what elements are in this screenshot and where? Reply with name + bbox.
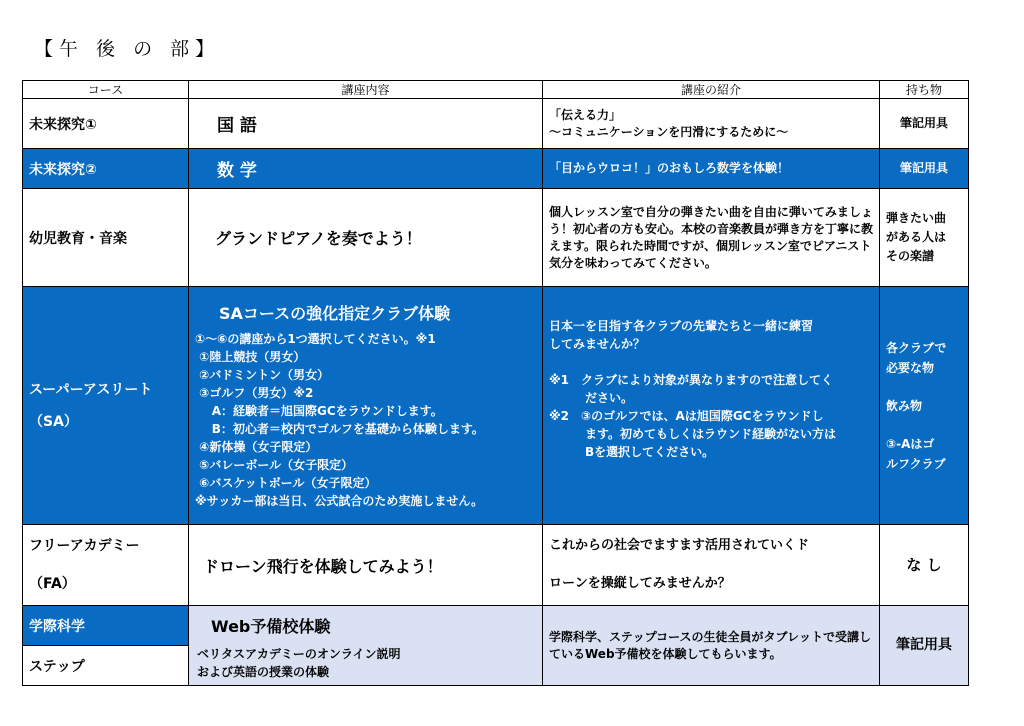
intro-line: ※2 ③のゴルフでは、Aは旭国際GCをラウンドし [549,409,824,423]
course-cell [23,287,189,525]
course-line: （SA） [29,413,78,430]
course-cell: 未来探究② [23,149,189,189]
intro-line: ローンを操縦してみませんか？ [549,576,731,591]
content-line: ⑤バレーボール（女子限定） [195,458,354,472]
content-title: Web予備校体験 [211,617,331,636]
content-line: ④新体操（女子限定） [195,440,318,454]
schedule-table [22,80,969,686]
table-row [23,189,969,287]
course-cell: 幼児教育・音楽 [23,189,189,287]
header-course: コース [23,81,189,99]
content-cell [189,189,543,287]
content-line: ⑥バスケットボール（女子限定） [195,476,377,490]
content-line: ①～⑥の講座から1つ選択してください。※1 [195,332,436,346]
items-line: 必要な物 [886,360,935,375]
content-line: ※サッカー部は当日、公式試合のため実施しません。 [195,494,484,508]
content-line: ②バドミントン（男女） [195,368,330,382]
course-cell [23,525,189,606]
header-content: 講座内容 [189,81,543,99]
content-title: 数 学 [217,161,257,181]
course-cell: ステップ [23,646,189,686]
intro-cell [543,287,880,525]
intro-line: ※1 クラブにより対象が異なりますので注意してく [549,373,834,387]
items-line: 弾きたい曲 [886,211,947,225]
content-line: および英語の授業の体験 [197,665,330,679]
course-cell: 未来探究① [23,99,189,149]
intro-cell [543,99,880,149]
intro-line: 「伝える力」 [549,107,622,122]
content-title: グランドピアノを奏でよう！ [215,229,422,248]
intro-line: ～コミュニケーションを円滑にするために～ [549,124,789,139]
course-line: スーパーアスリート [29,381,153,398]
items-line: 各クラブで [886,340,947,355]
items-line [886,378,968,396]
table-row [23,525,969,606]
intro-line: Bを選択してください。 [549,445,715,459]
header-intro: 講座の紹介 [543,81,880,99]
items-line: がある人は [886,230,947,244]
intro-cell: 学際科学、ステップコースの生徒全員がタブレットで受講しているWeb予備校を体験してもらいます。 [543,606,880,686]
content-cell [189,149,543,189]
content-cell [189,99,543,149]
intro-line: これからの社会でますます活用されていくド [549,538,810,553]
items-line: ルフクラブ [886,456,946,471]
table-row [23,99,969,149]
content-cell [189,525,543,606]
content-line: ①陸上競技（男女） [195,350,306,364]
intro-line: ださい。 [549,391,634,405]
content-line: ベリタスアカデミーのオンライン説明 [197,647,401,661]
items-cell: な し [880,525,969,606]
course-line: フリーアカデミー [29,538,140,554]
intro-cell: 「目からウロコ！」のおもしろ数学を体験！ [543,149,880,189]
intro-line: ます。初めてもしくはラウンド経験がない方は [549,427,837,441]
content-title: SAコースの強化指定クラブ体験 [219,304,451,323]
page-title: 【午 後 の 部】 [34,38,221,60]
intro-cell [543,525,880,606]
content-title: 国 語 [217,116,257,136]
items-line: ③-Aはゴ [886,436,935,451]
intro-cell: 個人レッスン室で自分の弾きたい曲を自由に弾いてみましょう！初心者の方も安心。本校の音楽教員が弾き方を丁寧に教えます。限られた時間ですが、個別レッスン室でピアニスト気分を味わってみてください。 [543,189,880,287]
content-line: A：経験者＝旭国際GCをラウンドします。 [195,404,443,418]
content-line: ③ゴルフ（男女）※2 [195,386,314,400]
table-row [23,287,969,525]
items-line: その楽譜 [886,249,935,263]
course-cell: 学際科学 [23,606,189,646]
table-row [23,149,969,189]
items-cell: 筆記用具 [880,99,969,149]
items-line [886,416,968,434]
items-cell: 筆記用具 [880,606,969,686]
content-line: B：初心者＝校内でゴルフを基礎から体験します。 [195,422,484,436]
intro-line: 日本一を目指す各クラブの先輩たちと一緒に練習 [549,319,814,333]
header-items: 持ち物 [880,81,969,99]
content-title: ドローン飛行を体験してみよう！ [203,556,443,576]
items-cell [880,189,969,287]
content-cell [189,606,543,686]
intro-line: してみませんか？ [549,337,646,351]
intro-line [549,353,873,371]
items-line: 飲み物 [886,398,923,413]
items-cell: 筆記用具 [880,149,969,189]
table-row [23,606,969,646]
content-cell [189,287,543,525]
items-cell [880,287,969,525]
course-line: （FA） [29,576,76,592]
